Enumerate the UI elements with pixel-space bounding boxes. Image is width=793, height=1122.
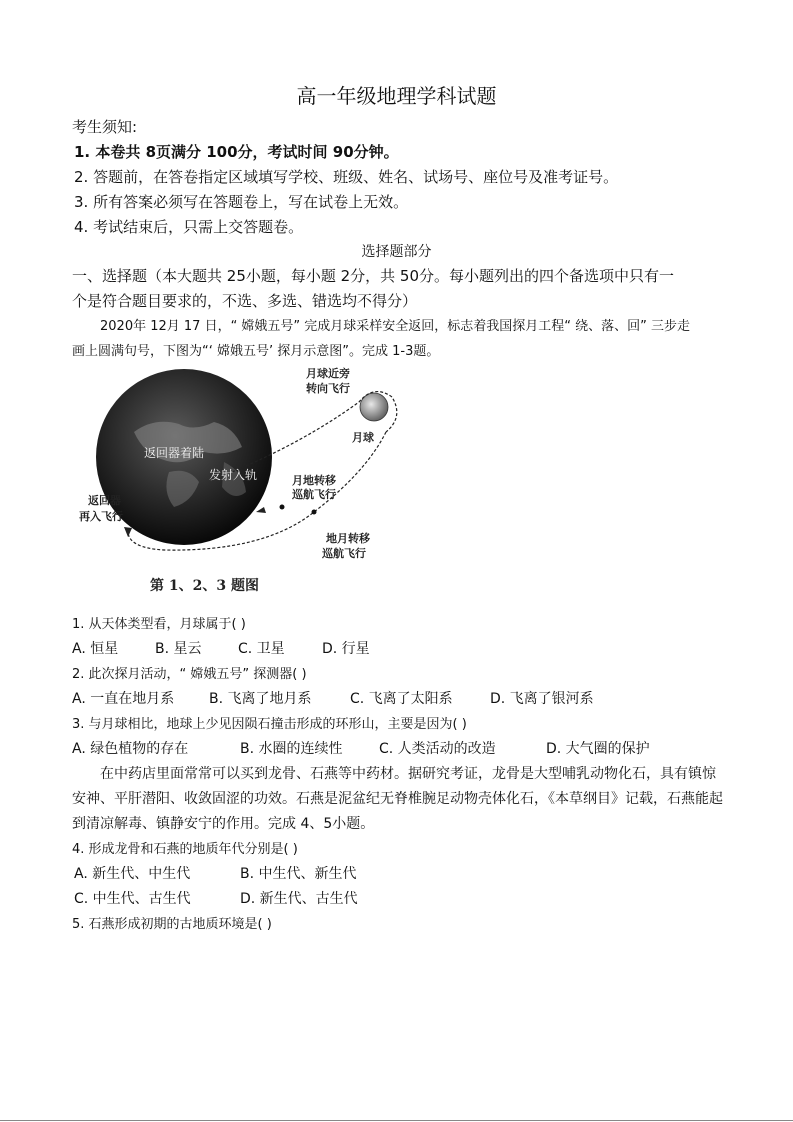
option: B. 中生代、新生代	[240, 866, 357, 882]
option: C. 人类活动的改造	[379, 741, 496, 757]
option: D. 新生代、古生代	[240, 891, 358, 907]
passage-line: 2020年 12月 17 日，“ 嫦娥五号” 完成月球采样安全返回，标志着我国探月工程“ 绕、落、回” 三步走	[100, 319, 691, 334]
earth-label-landing: 返回器着陆	[144, 446, 205, 460]
page-bottom-border	[0, 1120, 793, 1121]
option: D. 飞离了银河系	[490, 691, 594, 707]
question-stem: 3. 与月球相比，地球上少见因陨石撞击形成的环形山，主要是因为( )	[72, 717, 467, 732]
option: C. 飞离了太阳系	[350, 691, 453, 707]
em-transfer-label-2: 巡航飞行	[292, 488, 336, 501]
question-stem: 1. 从天体类型看，月球属于( )	[72, 617, 246, 632]
part-one-heading-cont: 个是符合题目要求的，不选、多选、错选均不得分）	[72, 292, 418, 310]
figure-caption: 第 1、2、3 题图	[150, 578, 259, 594]
option: C. 中生代、古生代	[74, 891, 191, 907]
question-stem: 5. 石燕形成初期的古地质环境是( )	[72, 917, 272, 932]
me-transfer-label-1: 地月转移	[326, 532, 370, 545]
turn-label-2: 转向飞行	[306, 382, 350, 395]
em-transfer-label-1: 月地转移	[292, 474, 336, 487]
me-transfer-label-2: 巡航飞行	[322, 547, 366, 560]
option: A. 新生代、中生代	[74, 866, 191, 882]
option: D. 大气圈的保护	[546, 741, 650, 757]
option: B. 水圈的连续性	[240, 741, 343, 757]
section-title: 选择题部分	[361, 244, 432, 260]
turn-label-1: 月球近旁	[306, 367, 350, 380]
option: D. 行星	[322, 641, 370, 657]
question-stem: 2. 此次探月活动，“ 嫦娥五号” 探测器( )	[72, 667, 307, 682]
notice-item: 1. 本卷共 8页满分 100分，考试时间 90分钟。	[74, 143, 399, 161]
option: A. 恒星	[72, 641, 119, 657]
reentry-label-1: 返回器	[88, 494, 121, 507]
option: B. 飞离了地月系	[209, 691, 312, 707]
page-title: 高一年级地理学科试题	[296, 84, 497, 108]
option: C. 卫星	[238, 641, 285, 657]
option: A. 一直在地月系	[72, 691, 175, 707]
chang-e-5-diagram	[74, 362, 414, 602]
earth-label-launch: 发射入轨	[209, 468, 258, 482]
moon-label: 月球	[352, 431, 374, 444]
passage-line: 画上圆满句号，下图为“‘ 嫦娥五号’ 探月示意图”。完成 1-3题。	[72, 344, 440, 359]
option: A. 绿色植物的存在	[72, 741, 189, 757]
notice-heading: 考生须知:	[72, 118, 138, 136]
notice-item: 4. 考试结束后，只需上交答题卷。	[74, 218, 304, 236]
passage-line: 到清凉解毒、镇静安宁的作用。完成 4、5小题。	[72, 816, 375, 832]
notice-item: 2. 答题前，在答卷指定区域填写学校、班级、姓名、试场号、座位号及准考证号。	[74, 168, 619, 186]
reentry-label-2: 再入飞行	[79, 510, 123, 523]
notice-item: 3. 所有答案必须写在答题卷上，写在试卷上无效。	[74, 193, 409, 211]
part-one-heading: 一、选择题（本大题共 25小题，每小题 2分，共 50分。每小题列出的四个备选项中只有一	[72, 267, 675, 285]
passage-line: 在中药店里面常常可以买到龙骨、石燕等中药材。据研究考证，龙骨是大型哺乳动物化石，具有镇惊	[100, 766, 716, 782]
option: B. 星云	[155, 641, 202, 657]
passage-line: 安神、平肝潜阳、收敛固涩的功效。石燕是泥盆纪无脊椎腕足动物壳体化石，《本草纲目》记载，石燕能起	[72, 791, 723, 807]
question-stem: 4. 形成龙骨和石燕的地质年代分别是( )	[72, 842, 298, 857]
